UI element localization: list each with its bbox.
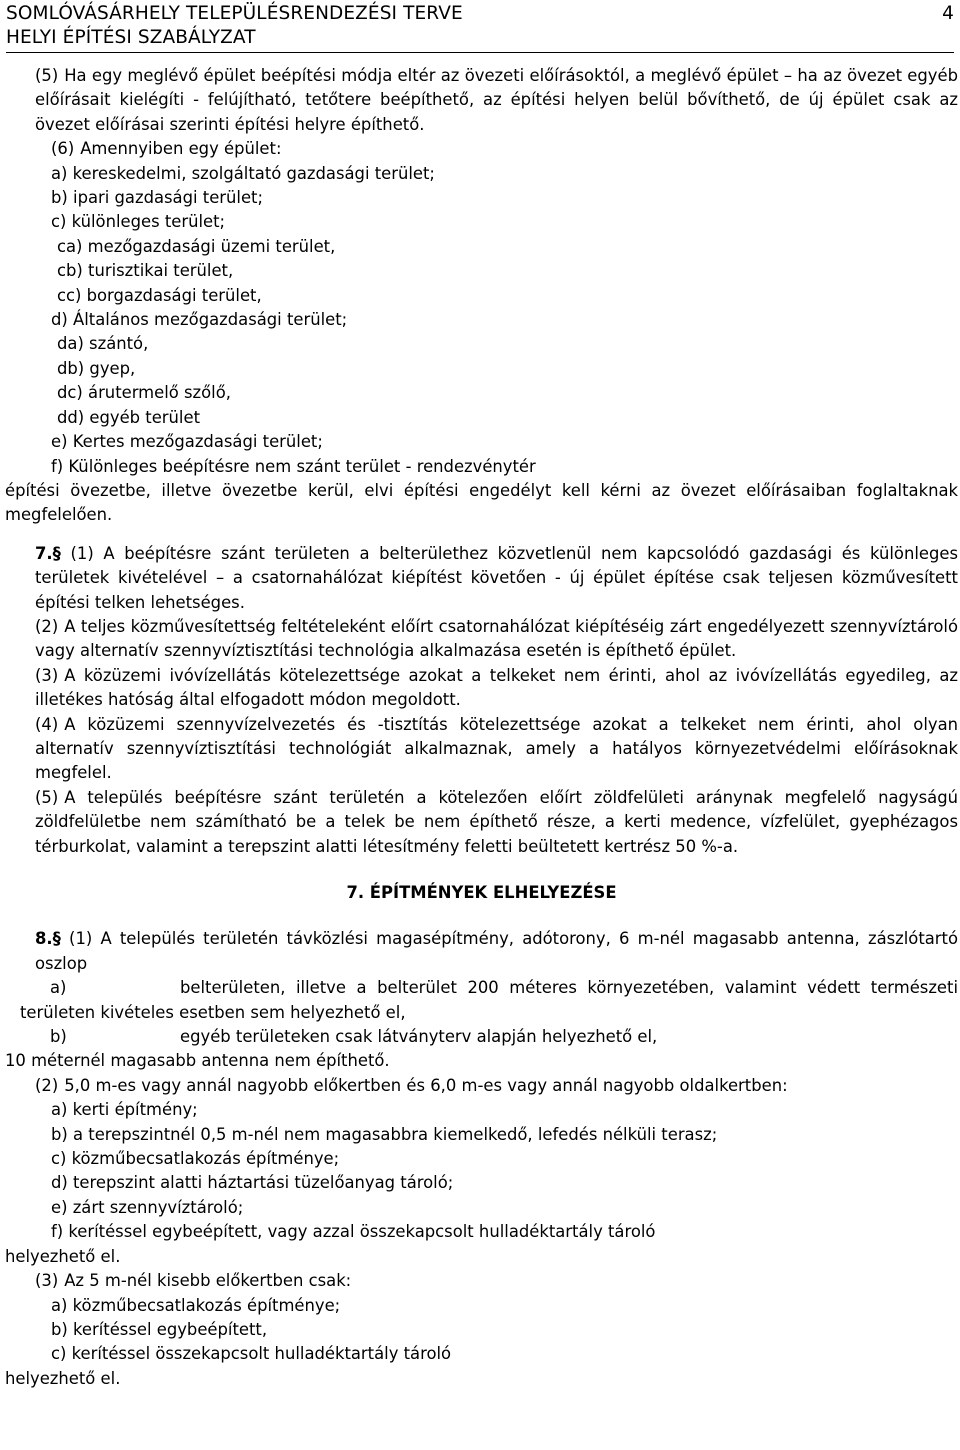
paragraph-6: (6) Amennyiben egy épület: a) kereskedelmi, szolgáltató gazdasági terület; b) ipari gazdasági terület; c) különleges terület; ca) mezőgazdasági üzemi terület, cb) turisztikai terület, cc) borgazdasági terület, d) Általános mezőgazdasági terület; da) szántó, db) gyep, dc) árutermelő szőlő, dd) egyéb terület e) Kertes mezőgazdasági terület; f) Különleges beépítésre nem szánt terület - rendezvénytér építési övezetbe, illetve övezetbe kerül, elvi építési engedélyt kell kérni az övezet előírásaiban foglaltaknak megfelelően. xyxy=(5,137,958,528)
section-number: 8. xyxy=(35,929,53,949)
paragraph-6-closing: építési övezetbe, illetve övezetbe kerül, elvi építési engedélyt kell kérni az övezet előírásaiban foglaltaknak megfelelően. xyxy=(5,480,958,525)
list-item: dc) árutermelő szőlő, xyxy=(57,383,231,403)
paragraph-5: (5) Ha egy meglévő épület beépítési módja eltér az övezeti előírásoktól, a meglévő épület – ha az övezet egyéb előírásait kielégíti - felújítható, tetőtere beépíthető, az építési helyen belül bővíthető, de új épület csak az övezet előírásai szerinti építési helyre építhető. xyxy=(35,66,958,134)
list-item: b) ipari gazdasági terület; xyxy=(51,188,263,208)
list-item: d) Általános mezőgazdasági terület; xyxy=(51,310,348,330)
list-item: f) Különleges beépítésre nem szánt terület - rendezvénytér xyxy=(51,456,536,476)
list-item: dd) egyéb terület xyxy=(57,407,201,427)
list-item: cc) borgazdasági terület, xyxy=(57,285,262,305)
section-8 xyxy=(5,927,958,1391)
section-number: 7. xyxy=(35,543,53,563)
section-7 xyxy=(5,542,958,859)
section-7-para-5: (5) A település beépítésre szánt területén a kötelezően előírt zöldfelületi aránynak megfelelő nagyságú zöldfelületbe nem számítható be a telek be nem építhető része, a kerti medence, vízfelület, gyephézagos térburkolat, valamint a terepszint alatti létesítmény feletti beültetett kertrész 50 %-a. xyxy=(35,787,958,856)
list-item: db) gyep, xyxy=(57,358,136,378)
list-item: e) Kertes mezőgazdasági terület; xyxy=(51,432,323,452)
page-number: 4 xyxy=(942,3,954,24)
list-item: b) kerítéssel egybeépített, xyxy=(51,1319,268,1339)
list-item: a) kereskedelmi, szolgáltató gazdasági terület; xyxy=(51,163,435,183)
header-subtitle: HELYI ÉPÍTÉSI SZABÁLYZAT xyxy=(6,27,256,48)
section-8-para-3: (3) Az 5 m-nél kisebb előkertben csak: xyxy=(35,1271,352,1291)
section-8-para-2: (2) 5,0 m-es vagy annál nagyobb előkertben és 6,0 m-es vagy annál nagyobb oldalkertben: xyxy=(35,1075,788,1095)
list-item: a) belterületen, illetve a belterület 200 méteres környezetében, valamint védett természeti területen kivételes esetben sem helyezhető el, xyxy=(20,978,958,1022)
page-header xyxy=(6,2,954,50)
section-7-para-4: (4) A közüzemi szennyvízelvezetés és -tisztítás kötelezettsége azokat a telkeket nem érinti, ahol olyan alternatív szennyvíztisztítási technológiát alkalmaznak, amely a hatályos környezetvédelmi előírásoknak megfelel. xyxy=(35,714,958,783)
section-8-para-1: 8.§ (1) A település területén távközlési magasépítmény, adótorony, 6 m-nél magasabb antenna, zászlótartó oszlop xyxy=(35,929,958,973)
section-7-para-2: (2) A teljes közművesítettség feltételeként előírt csatornahálózat kiépítéséig zárt engedélyezett szennyvíztároló vagy alternatív szennyvíztisztítási technológia alkalmazása esetén is építhető épület. xyxy=(35,616,958,661)
list-item: a) kerti építmény; xyxy=(51,1100,198,1120)
paragraph-sign: § xyxy=(52,543,61,563)
list-item: e) zárt szennyvíztároló; xyxy=(51,1197,244,1217)
section-7-para-1: 7.§ (1) A beépítésre szánt területen a belterülethez közvetlenül nem kapcsolódó gazdasági és különleges területek kivételével – a csatornahálózat kiépítést követően - új épület építése csak teljesen közművesített építési telken lehetséges. xyxy=(35,543,958,612)
header-divider xyxy=(6,52,954,53)
list-item: b) egyéb területeken csak látványterv alapján helyezhető el, xyxy=(50,1027,658,1047)
list-item: ca) mezőgazdasági üzemi terület, xyxy=(57,236,336,256)
header-title: SOMLÓVÁSÁRHELY TELEPÜLÉSRENDEZÉSI TERVE xyxy=(6,3,463,24)
section-8-para-2-closing: helyezhető el. xyxy=(5,1246,121,1266)
list-item: c) kerítéssel összekapcsolt hulladéktartály tároló xyxy=(51,1344,452,1364)
section-8-para-3-closing: helyezhető el. xyxy=(5,1368,121,1388)
list-item: a) közműbecsatlakozás építménye; xyxy=(51,1295,341,1315)
list-item: da) szántó, xyxy=(57,334,149,354)
paragraph-sign: § xyxy=(52,929,61,949)
list-item: c) különleges terület; xyxy=(51,212,226,232)
document-body xyxy=(5,64,958,1391)
section-8-para-1-closing: 10 méternél magasabb antenna nem építhető. xyxy=(5,1051,390,1071)
list-item: b) a terepszintnél 0,5 m-nél nem magasabbra kiemelkedő, lefedés nélküli terasz; xyxy=(51,1124,718,1144)
list-item: cb) turisztikai terület, xyxy=(57,261,234,281)
list-item: d) terepszint alatti háztartási tüzelőanyag tároló; xyxy=(51,1173,454,1193)
list-item: f) kerítéssel egybeépített, vagy azzal összekapcsolt hulladéktartály tároló xyxy=(51,1222,656,1242)
section-7-para-3: (3) A közüzemi ivóvízellátás kötelezettsége azokat a telkeket nem érinti, ahol az ivóvízellátás egyedileg, az illetékes hatóság által elfogadott módon megoldott. xyxy=(35,665,958,710)
list-item: c) közműbecsatlakozás építménye; xyxy=(51,1149,340,1169)
chapter-heading: 7. ÉPÍTMÉNYEK ELHELYEZÉSE xyxy=(346,883,617,902)
